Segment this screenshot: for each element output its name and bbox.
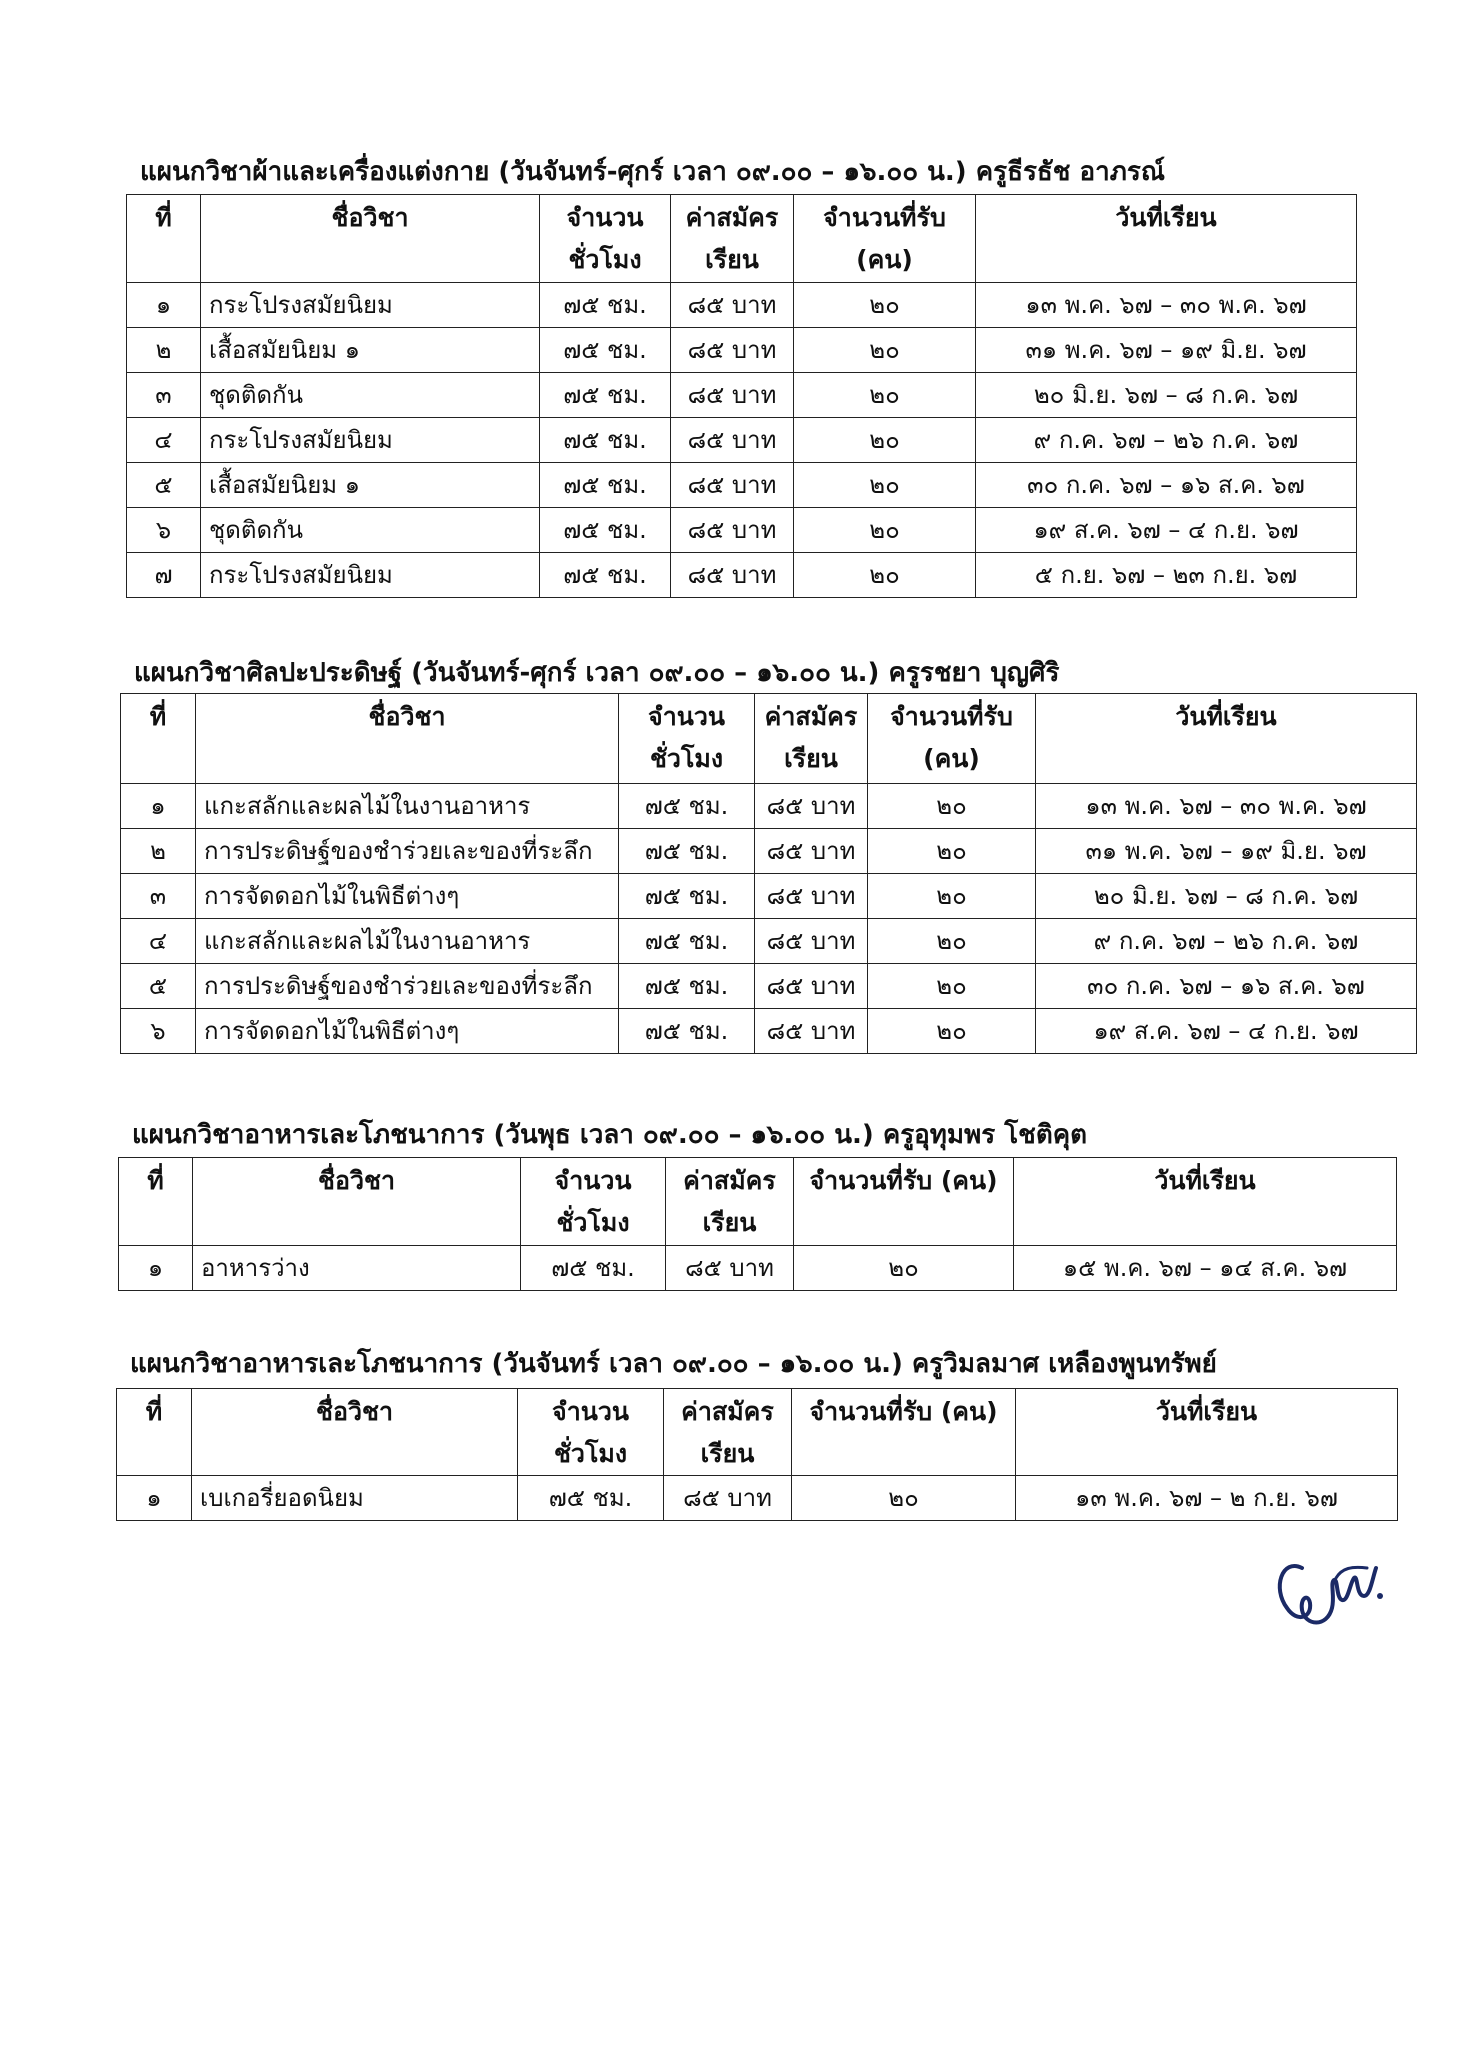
table-header-row [117, 1389, 1398, 1476]
row-dates: ๕ ก.ย. ๖๗ – ๒๓ ก.ย. ๖๗ [976, 553, 1357, 598]
row-no: ๔ [127, 418, 201, 463]
row-no: ๖ [127, 508, 201, 553]
table-row [127, 508, 1357, 553]
row-subject: การประดิษฐ์ของชำร่วยเละของที่ระลึก [196, 829, 619, 874]
row-dates: ๓๑ พ.ค. ๖๗ – ๑๙ มิ.ย. ๖๗ [976, 328, 1357, 373]
row-fee: ๘๕ บาท [755, 1009, 868, 1054]
row-subject: อาหารว่าง [193, 1246, 521, 1291]
row-fee: ๘๕ บาท [755, 784, 868, 829]
row-no: ๒ [121, 829, 196, 874]
col-header-no: ที่ [119, 1158, 193, 1246]
row-fee: ๘๕ บาท [755, 919, 868, 964]
row-fee: ๘๕ บาท [671, 553, 794, 598]
row-subject: ชุดติดกัน [201, 373, 540, 418]
row-no: ๑ [127, 283, 201, 328]
row-capacity: ๒๐ [794, 418, 976, 463]
row-fee: ๘๕ บาท [755, 829, 868, 874]
row-capacity: ๒๐ [794, 463, 976, 508]
row-subject: การประดิษฐ์ของชำร่วยเละของที่ระลึก [196, 964, 619, 1009]
row-dates: ๓๐ ก.ค. ๖๗ – ๑๖ ส.ค. ๖๗ [1036, 964, 1417, 1009]
row-capacity: ๒๐ [794, 328, 976, 373]
col-header-hours: จำนวน ชั่วโมง [540, 195, 671, 283]
row-subject: กระโปรงสมัยนิยม [201, 418, 540, 463]
row-subject: ชุดติดกัน [201, 508, 540, 553]
table-row [121, 784, 1417, 829]
table-row [127, 553, 1357, 598]
col-header-fee: ค่าสมัคร เรียน [664, 1389, 792, 1476]
row-capacity: ๒๐ [794, 553, 976, 598]
col-header-no: ที่ [121, 694, 196, 784]
row-no: ๓ [121, 874, 196, 919]
table-row [121, 964, 1417, 1009]
row-hours: ๗๕ ชม. [619, 964, 755, 1009]
row-dates: ๑๕ พ.ค. ๖๗ – ๑๔ ส.ค. ๖๗ [1014, 1246, 1397, 1291]
col-header-dates: วันที่เรียน [976, 195, 1357, 283]
schedule-table-food-wed [118, 1157, 1397, 1291]
table-row [127, 418, 1357, 463]
col-header-hours: จำนวน ชั่วโมง [521, 1158, 666, 1246]
col-header-hours: จำนวน ชั่วโมง [518, 1389, 664, 1476]
row-fee: ๘๕ บาท [671, 373, 794, 418]
row-subject: เบเกอรี่ยอดนิยม [192, 1476, 518, 1521]
row-hours: ๗๕ ชม. [619, 784, 755, 829]
row-no: ๖ [121, 1009, 196, 1054]
row-hours: ๗๕ ชม. [540, 283, 671, 328]
table-row [119, 1246, 1397, 1291]
row-fee: ๘๕ บาท [671, 283, 794, 328]
row-no: ๑ [119, 1246, 193, 1291]
row-capacity: ๒๐ [868, 874, 1036, 919]
row-capacity: ๒๐ [868, 829, 1036, 874]
row-hours: ๗๕ ชม. [540, 418, 671, 463]
col-header-subject: ชื่อวิชา [196, 694, 619, 784]
table-row [121, 919, 1417, 964]
table-header-row [127, 195, 1357, 283]
row-no: ๔ [121, 919, 196, 964]
row-capacity: ๒๐ [868, 784, 1036, 829]
row-hours: ๗๕ ชม. [518, 1476, 664, 1521]
table-row [127, 328, 1357, 373]
col-header-fee: ค่าสมัคร เรียน [755, 694, 868, 784]
row-dates: ๙ ก.ค. ๖๗ – ๒๖ ก.ค. ๖๗ [976, 418, 1357, 463]
col-header-no: ที่ [117, 1389, 192, 1476]
row-fee: ๘๕ บาท [666, 1246, 794, 1291]
section-title-clothing: แผนกวิชาผ้าและเครื่องแต่งกาย (วันจันทร์-ศุกร์ เวลา ๐๙.๐๐ – ๑๖.๐๐ น.) ครูธีรธัช อาภรณ์ [140, 157, 1165, 187]
row-dates: ๑๓ พ.ค. ๖๗ – ๓๐ พ.ค. ๖๗ [1036, 784, 1417, 829]
row-subject: แกะสลักและผลไม้ในงานอาหาร [196, 784, 619, 829]
row-subject: กระโปรงสมัยนิยม [201, 553, 540, 598]
row-hours: ๗๕ ชม. [540, 463, 671, 508]
row-hours: ๗๕ ชม. [619, 1009, 755, 1054]
section-title-crafts: แผนกวิชาศิลปะประดิษฐ์ (วันจันทร์-ศุกร์ เวลา ๐๙.๐๐ – ๑๖.๐๐ น.) ครูรชยา บุญศิริ [134, 658, 1060, 688]
section-title-food-mon: แผนกวิชาอาหารเละโภชนาการ (วันจันทร์ เวลา ๐๙.๐๐ – ๑๖.๐๐ น.) ครูวิมลมาศ เหลืองพูนทรัพย์ [130, 1349, 1217, 1379]
row-subject: การจัดดอกไม้ในพิธีต่างๆ [196, 1009, 619, 1054]
table-row [117, 1476, 1398, 1521]
table-row [121, 829, 1417, 874]
row-capacity: ๒๐ [868, 1009, 1036, 1054]
row-hours: ๗๕ ชม. [619, 829, 755, 874]
row-hours: ๗๕ ชม. [521, 1246, 666, 1291]
signature-icon [1272, 1538, 1392, 1638]
row-capacity: ๒๐ [868, 919, 1036, 964]
row-dates: ๙ ก.ค. ๖๗ – ๒๖ ก.ค. ๖๗ [1036, 919, 1417, 964]
row-dates: ๑๙ ส.ค. ๖๗ – ๔ ก.ย. ๖๗ [976, 508, 1357, 553]
row-subject: เสื้อสมัยนิยม ๑ [201, 328, 540, 373]
row-fee: ๘๕ บาท [755, 874, 868, 919]
row-dates: ๓๐ ก.ค. ๖๗ – ๑๖ ส.ค. ๖๗ [976, 463, 1357, 508]
row-subject: เสื้อสมัยนิยม ๑ [201, 463, 540, 508]
row-no: ๒ [127, 328, 201, 373]
section-title-food-wed: แผนกวิชาอาหารเละโภชนาการ (วันพุธ เวลา ๐๙.๐๐ – ๑๖.๐๐ น.) ครูอุทุมพร โชติคุต [132, 1120, 1087, 1150]
row-capacity: ๒๐ [794, 283, 976, 328]
row-dates: ๑๓ พ.ค. ๖๗ – ๓๐ พ.ค. ๖๗ [976, 283, 1357, 328]
row-fee: ๘๕ บาท [755, 964, 868, 1009]
schedule-table-clothing [126, 194, 1357, 598]
table-row [121, 1009, 1417, 1054]
row-hours: ๗๕ ชม. [619, 874, 755, 919]
col-header-capacity: จำนวนที่รับ (คน) [794, 1158, 1014, 1246]
row-hours: ๗๕ ชม. [540, 553, 671, 598]
row-hours: ๗๕ ชม. [540, 508, 671, 553]
row-fee: ๘๕ บาท [671, 328, 794, 373]
col-header-subject: ชื่อวิชา [201, 195, 540, 283]
row-no: ๗ [127, 553, 201, 598]
row-hours: ๗๕ ชม. [540, 373, 671, 418]
table-header-row [119, 1158, 1397, 1246]
col-header-fee: ค่าสมัคร เรียน [666, 1158, 794, 1246]
col-header-subject: ชื่อวิชา [193, 1158, 521, 1246]
col-header-capacity: จำนวนที่รับ (คน) [794, 195, 976, 283]
row-dates: ๑๙ ส.ค. ๖๗ – ๔ ก.ย. ๖๗ [1036, 1009, 1417, 1054]
col-header-fee: ค่าสมัคร เรียน [671, 195, 794, 283]
row-dates: ๓๑ พ.ค. ๖๗ – ๑๙ มิ.ย. ๖๗ [1036, 829, 1417, 874]
row-subject: กระโปรงสมัยนิยม [201, 283, 540, 328]
row-no: ๕ [127, 463, 201, 508]
col-header-dates: วันที่เรียน [1014, 1158, 1397, 1246]
table-row [121, 874, 1417, 919]
col-header-dates: วันที่เรียน [1016, 1389, 1398, 1476]
row-fee: ๘๕ บาท [664, 1476, 792, 1521]
row-fee: ๘๕ บาท [671, 418, 794, 463]
row-dates: ๑๓ พ.ค. ๖๗ – ๒ ก.ย. ๖๗ [1016, 1476, 1398, 1521]
table-row [127, 463, 1357, 508]
col-header-no: ที่ [127, 195, 201, 283]
row-no: ๕ [121, 964, 196, 1009]
row-capacity: ๒๐ [868, 964, 1036, 1009]
row-capacity: ๒๐ [792, 1476, 1016, 1521]
table-row [127, 283, 1357, 328]
table-row [127, 373, 1357, 418]
table-header-row [121, 694, 1417, 784]
schedule-table-food-mon [116, 1388, 1398, 1521]
row-no: ๓ [127, 373, 201, 418]
row-fee: ๘๕ บาท [671, 508, 794, 553]
col-header-subject: ชื่อวิชา [192, 1389, 518, 1476]
col-header-capacity: จำนวนที่รับ (คน) [792, 1389, 1016, 1476]
row-capacity: ๒๐ [794, 508, 976, 553]
row-dates: ๒๐ มิ.ย. ๖๗ – ๘ ก.ค. ๖๗ [976, 373, 1357, 418]
row-no: ๑ [117, 1476, 192, 1521]
col-header-dates: วันที่เรียน [1036, 694, 1417, 784]
col-header-capacity: จำนวนที่รับ (คน) [868, 694, 1036, 784]
row-hours: ๗๕ ชม. [619, 919, 755, 964]
row-subject: แกะสลักและผลไม้ในงานอาหาร [196, 919, 619, 964]
row-no: ๑ [121, 784, 196, 829]
schedule-table-crafts [120, 693, 1417, 1054]
col-header-hours: จำนวน ชั่วโมง [619, 694, 755, 784]
row-fee: ๘๕ บาท [671, 463, 794, 508]
row-capacity: ๒๐ [794, 373, 976, 418]
row-hours: ๗๕ ชม. [540, 328, 671, 373]
row-subject: การจัดดอกไม้ในพิธีต่างๆ [196, 874, 619, 919]
row-capacity: ๒๐ [794, 1246, 1014, 1291]
row-dates: ๒๐ มิ.ย. ๖๗ – ๘ ก.ค. ๖๗ [1036, 874, 1417, 919]
